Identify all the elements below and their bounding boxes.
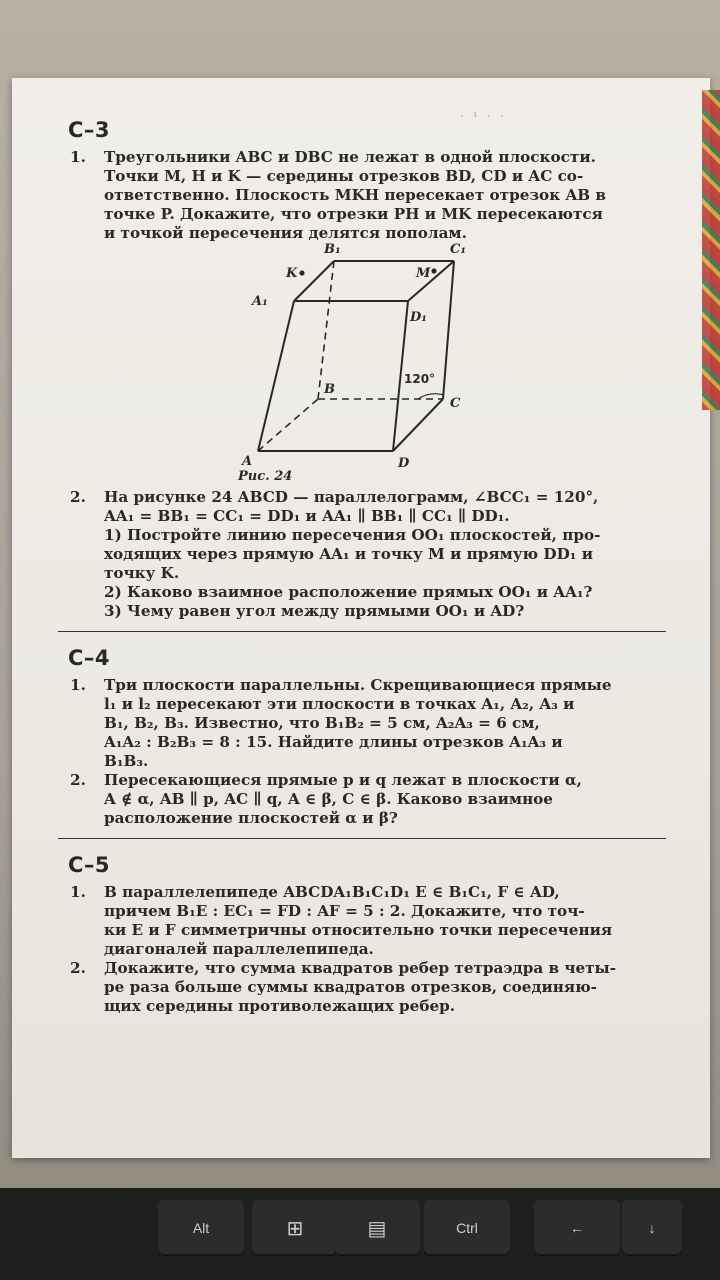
figure-caption: Рис. 24	[238, 469, 293, 484]
label-c1: C₁	[450, 243, 467, 257]
windows-icon: ⊞	[286, 1217, 304, 1240]
problem-c5-2: 2. Докажите, что сумма квадратов ребер тетраэдра в четы- ре раза больше суммы квадратов отрезков, соединяю- щих середины противолежащих ребер.	[70, 959, 617, 1015]
divider	[58, 838, 666, 839]
label-c: C	[450, 396, 461, 411]
page-marks: · ¹ · ·	[460, 110, 507, 123]
label-m: M	[416, 266, 431, 281]
problem-c5-1: 1. В параллелепипеде ABCDA₁B₁C₁D₁ E ∈ B₁C₁, F ∈ AD, причем B₁E : EC₁ = FD : AF = 5 : 2. Докажите, что точ- ки E и F симметричны относительно точки пересечения диагоналей параллелепипеда.	[70, 883, 613, 958]
figure-24	[58, 243, 666, 488]
label-d: D	[398, 456, 410, 471]
menu-key[interactable]	[334, 1200, 420, 1256]
label-angle: 120°	[404, 372, 436, 386]
problem-c4-2: 2. Пересекающиеся прямые p и q лежат в плоскости α, A ∉ α, AB ∥ p, AC ∥ q, A ∈ β, C ∈ β. Каково взаимное расположение плоскостей α и β?	[70, 771, 582, 827]
label-d1: D₁	[410, 310, 427, 325]
label-b: B	[324, 382, 335, 397]
keyboard-strip	[0, 1188, 720, 1280]
problem-c4-1: 1. Три плоскости параллельны. Скрещивающиеся прямые l₁ и l₂ пересекают эти плоскости в точках A₁, A₂, A₃ и B₁, B₂, B₃. Известно, что B₁B₂ = 5 см, A₂A₃ = 6 см, A₁A₂ : B₂B₃ = 8 : 15. Найдите длины отрезков A₁A₃ и B₁B₃.	[70, 676, 612, 770]
down-arrow-key[interactable]: ↓	[622, 1200, 682, 1256]
problem-c3-1: 1. Треугольники ABC и DBC не лежат в одной плоскости. Точки M, H и K — середины отрезков BD, CD и AC со- ответственно. Плоскость MKH пересекает отрезок AB в точке P. Докажите, что отрезки PH и MK пересекаются и точкой пересечения делятся пополам.	[70, 148, 606, 242]
section-title-c3: С–3	[68, 118, 111, 142]
alt-key[interactable]: Alt	[158, 1200, 244, 1256]
left-arrow-key[interactable]: ←	[534, 1200, 620, 1256]
section-title-c5: С–5	[68, 853, 111, 877]
label-a1: A₁	[252, 294, 268, 309]
windows-key[interactable]	[252, 1200, 338, 1256]
label-k: K	[286, 266, 298, 281]
parallelepiped-diagram	[238, 243, 498, 471]
label-a: A	[242, 454, 253, 469]
ctrl-key[interactable]: Ctrl	[424, 1200, 510, 1256]
book-edge	[702, 90, 720, 410]
problem-c3-2: 2. На рисунке 24 ABCD — параллелограмм, ∠BCC₁ = 120°, AA₁ = BB₁ = CC₁ = DD₁ и AA₁ ∥ BB₁ ∥ CC₁ ∥ DD₁. 1) Постройте линию пересечения OO₁ плоскостей, про- ходящих через прямую AA₁ и точку M и прямую DD₁ и точку K. 2) Каково взаимное расположение прямых OO₁ и AA₁? 3) Чему равен угол между прямыми OO₁ и AD?	[70, 488, 601, 620]
divider	[58, 631, 666, 632]
section-title-c4: С–4	[68, 646, 111, 670]
page-content	[58, 118, 666, 1016]
label-b1: B₁	[324, 243, 341, 257]
menu-icon: ▤	[367, 1217, 387, 1240]
